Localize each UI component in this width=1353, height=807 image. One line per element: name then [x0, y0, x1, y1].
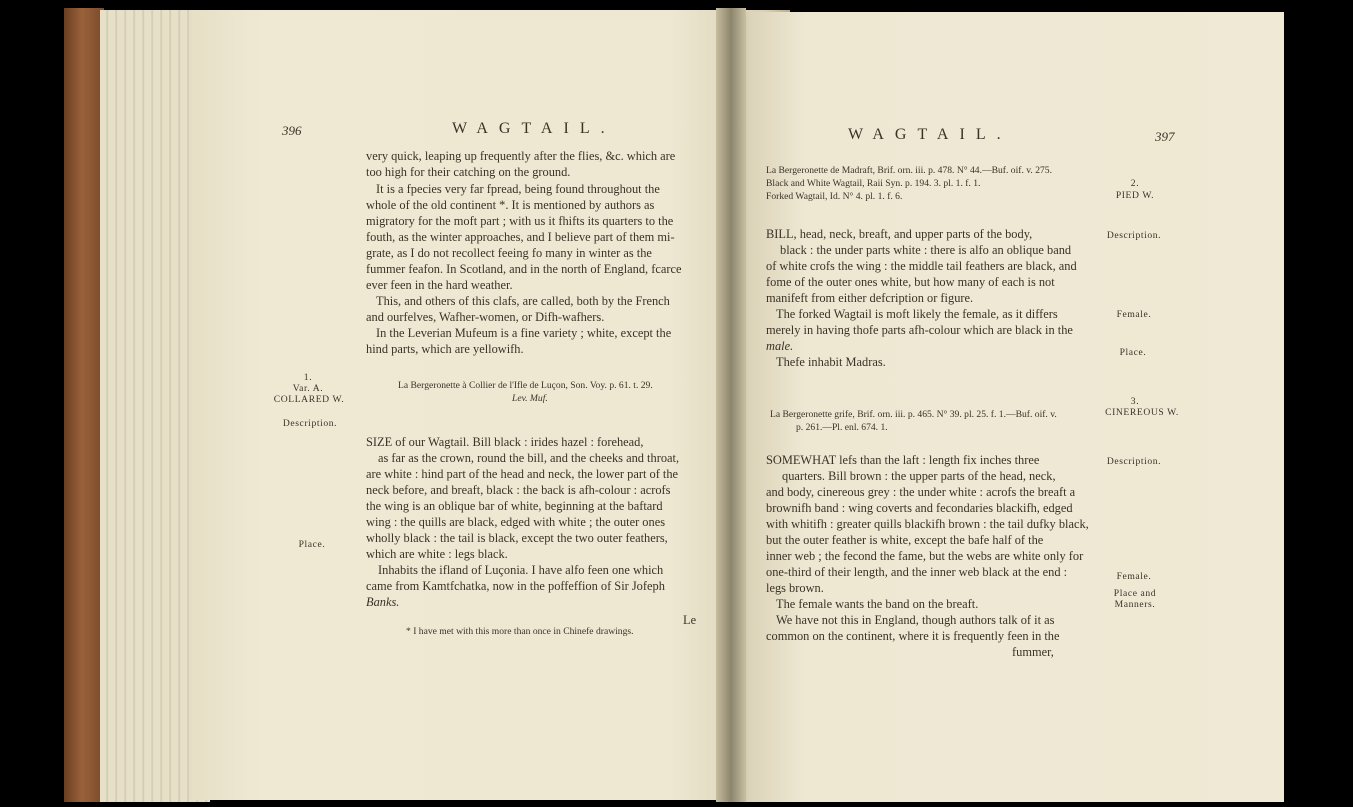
- cinereous-number-label: 3.: [1130, 396, 1140, 407]
- desc-line: of white crofs the wing : the middle tail feathers are black, and: [766, 259, 1077, 273]
- body-line: too high for their catching on the ground.: [366, 165, 571, 179]
- cinereous-description-label: Description.: [1106, 456, 1162, 467]
- desc-line: The forked Wagtail is moft likely the female, as it differs: [776, 307, 1058, 321]
- pied-number-label: 2.: [1130, 178, 1140, 189]
- desc-line: SIZE of our Wagtail. Bill black : irides hazel : forehead,: [366, 435, 644, 449]
- desc-line: are white : hind part of the head and neck, the lower part of the: [366, 467, 679, 481]
- body-line: ever feen in the hard weather.: [366, 278, 513, 292]
- desc-line: black : the under parts white : there is alfo an oblique band: [780, 243, 1072, 257]
- desc-line: The female wants the band on the breaft.: [776, 597, 979, 611]
- cinereous-female-label: Female.: [1116, 571, 1152, 582]
- desc-line: came from Kamtfchatka, now in the poffeffion of Sir Jofeph: [366, 579, 665, 593]
- body-line: whole of the old continent *. It is mentioned by authors as: [366, 198, 655, 212]
- right-female-label: Female.: [1116, 309, 1152, 320]
- desc-line: one-third of their length, and the inner web black at the end :: [766, 565, 1068, 579]
- desc-line: common on the continent, where it is frequently feen in the: [766, 629, 1060, 643]
- open-book: [64, 8, 1290, 802]
- right-description-label: Description.: [1106, 230, 1162, 241]
- body-line: This, and others of this clafs, are called, both by the French: [376, 294, 670, 308]
- variety-reference: La Bergeronette à Collier de l'Ifle de Luçon, Son. Voy. p. 61. t. 29.: [398, 380, 653, 391]
- right-page-number: 397: [1155, 129, 1175, 144]
- desc-line: legs brown.: [766, 581, 824, 595]
- desc-line: Thefe inhabit Madras.: [776, 355, 886, 369]
- book-cover-edge: [64, 8, 104, 802]
- desc-line: manifeft from either defcription or figure.: [766, 291, 974, 305]
- collared-w-label: COLLARED W.: [273, 394, 345, 405]
- variety-reference-lev: Lev. Muf.: [512, 393, 548, 404]
- desc-line: fummer,: [1012, 645, 1054, 659]
- desc-line: quarters. Bill brown : the upper parts of the head, neck,: [782, 469, 1056, 483]
- desc-line: fome of the outer ones white, but how many of each is not: [766, 275, 1055, 289]
- pied-w-label: PIED W.: [1115, 190, 1155, 201]
- desc-line: SOMEWHAT lefs than the laft : length fix inches three: [766, 453, 1040, 467]
- left-description-label: Description.: [282, 418, 338, 429]
- var-a-label: Var. A.: [292, 383, 324, 394]
- right-running-header: WAGTAIL.: [848, 126, 1012, 143]
- var-number-label: 1.: [303, 372, 313, 383]
- body-line: fummer feafon. In Scotland, and in the north of England, fcarce: [366, 262, 682, 276]
- ref-line: Forked Wagtail, Id. N° 4. pl. 1. f. 6.: [766, 191, 903, 202]
- body-line: migratory for the moft part ; with us it fhifts its quarters to the: [366, 214, 674, 228]
- left-place-label: Place.: [298, 539, 326, 550]
- desc-line: BILL, head, neck, breaft, and upper parts of the body,: [766, 227, 1033, 241]
- ref-line: p. 261.—Pl. enl. 674. 1.: [796, 422, 888, 433]
- left-page-number: 396: [282, 123, 302, 138]
- body-line: grate, as I do not recollect feeing fo many in winter as the: [366, 246, 652, 260]
- desc-line: wholly black : the tail is black, except the two outer feathers,: [366, 531, 668, 545]
- right-place-label: Place.: [1119, 347, 1147, 358]
- body-line: hind parts, which are yellowifh.: [366, 342, 524, 356]
- desc-line: We have not this in England, though authors talk of it as: [776, 613, 1055, 627]
- ref-line: Black and White Wagtail, Raii Syn. p. 194. 3. pl. 1. f. 1.: [766, 178, 981, 189]
- body-line: very quick, leaping up frequently after the flies, &c. which are: [366, 149, 676, 163]
- desc-line: and body, cinereous grey : the under white : acrofs the breaft a: [766, 485, 1076, 499]
- catchword: Le: [683, 613, 697, 627]
- desc-line: which are white : legs black.: [366, 547, 508, 561]
- desc-line: inner web ; the fecond the fame, but the webs are white only for: [766, 549, 1084, 563]
- desc-line: neck before, and breaft, black : the back is afh-colour : acrofs: [366, 483, 671, 497]
- body-line: fouth, as the winter approaches, and I believe part of them mi-: [366, 230, 675, 244]
- desc-line: wing : the quills are black, edged with white ; the outer ones: [366, 515, 666, 529]
- ref-line: La Bergeronette de Madraft, Brif. orn. iii. p. 478. N° 44.—Buf. oif. v. 275.: [766, 165, 1052, 176]
- desc-line: Banks.: [366, 595, 400, 609]
- cinereous-place-manners-label: Place and Manners.: [1113, 588, 1157, 610]
- desc-line: male.: [766, 339, 794, 353]
- cinereous-w-label: CINEREOUS W.: [1105, 407, 1179, 418]
- body-line: and ourfelves, Wafher-women, or Difh-wafhers.: [366, 310, 605, 324]
- desc-line: Inhabits the ifland of Luçonia. I have alfo feen one which: [378, 563, 664, 577]
- body-line: It is a fpecies very far fpread, being found throughout the: [376, 182, 660, 196]
- ref-line: La Bergeronette grife, Brif. orn. iii. p. 465. N° 39. pl. 25. f. 1.—Buf. oif. v.: [770, 409, 1057, 420]
- desc-line: with whitifh : greater quills blackifh brown : the tail dufky black,: [766, 517, 1089, 531]
- desc-line: as far as the crown, round the bill, and the cheeks and throat,: [378, 451, 680, 465]
- desc-line: brownifh band : wing coverts and fecondaries blackifh, edged: [766, 501, 1073, 515]
- book-gutter: [716, 8, 746, 802]
- desc-line: but the outer feather is white, except the bafe half of the: [766, 533, 1044, 547]
- footnote: * I have met with this more than once in Chinefe drawings.: [406, 626, 634, 637]
- desc-line: the wing is an oblique bar of white, beginning at the baftard: [366, 499, 663, 513]
- desc-line: merely in having thofe parts afh-colour which are black in the: [766, 323, 1073, 337]
- left-running-header: WAGTAIL.: [452, 120, 616, 137]
- body-line: In the Leverian Mufeum is a fine variety ; white, except the: [376, 326, 672, 340]
